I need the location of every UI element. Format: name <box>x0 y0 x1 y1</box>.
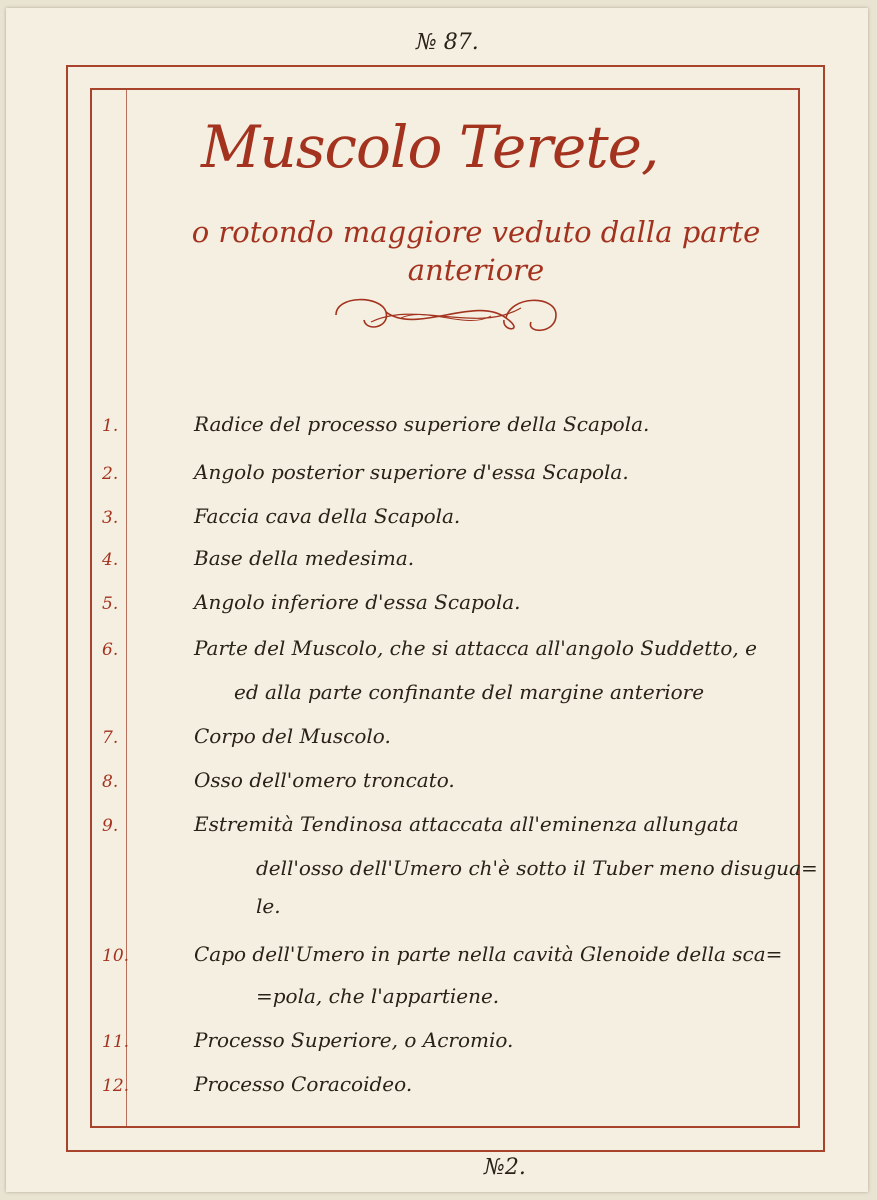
entry-text-continued: dell'osso dell'Umero ch'è sotto il Tuber meno disugua= <box>256 856 818 880</box>
entry-number: 3. <box>102 508 119 528</box>
manuscript-page <box>6 8 868 1192</box>
entry-text: Faccia cava della Scapola. <box>194 504 461 528</box>
entry-text: Estremità Tendinosa attaccata all'eminenza allungata <box>194 812 739 836</box>
subtitle-line-2: anteriore <box>407 253 545 287</box>
entry-text: Angolo inferiore d'essa Scapola. <box>194 590 521 614</box>
entry-text: Corpo del Muscolo. <box>194 724 391 748</box>
entry-text-continued: =pola, che l'appartiene. <box>256 984 500 1008</box>
entry-text: Angolo posterior superiore d'essa Scapola. <box>194 460 629 484</box>
entry-text: Parte del Muscolo, che si attacca all'angolo Suddetto, e <box>194 636 757 660</box>
decorative-flourish-icon <box>326 290 566 340</box>
entry-number: 9. <box>102 816 119 836</box>
entry-text: Osso dell'omero troncato. <box>194 768 455 792</box>
entry-text: Base della medesima. <box>194 546 415 570</box>
entry-number: 10. <box>102 946 130 966</box>
entry-number: 6. <box>102 640 119 660</box>
entry-number: 8. <box>102 772 119 792</box>
entry-text: Processo Coracoideo. <box>194 1072 413 1096</box>
entry-number: 5. <box>102 594 119 614</box>
entry-number: 1. <box>102 416 119 436</box>
subtitle-line-1: o rotondo maggiore veduto dalla parte <box>191 215 761 249</box>
entry-number: 2. <box>102 464 119 484</box>
entry-text: Capo dell'Umero in parte nella cavità Glenoide della sca= <box>194 942 783 966</box>
folio-number-top: № 87. <box>416 30 479 55</box>
entry-text: Processo Superiore, o Acromio. <box>194 1028 514 1052</box>
page-subtitle <box>146 213 806 289</box>
page-title: Muscolo Terete, <box>201 113 659 181</box>
folio-number-bottom: №2. <box>484 1155 526 1180</box>
entry-number: 7. <box>102 728 119 748</box>
entry-text: Radice del processo superiore della Scapola. <box>194 412 650 436</box>
entry-number: 12. <box>102 1076 130 1096</box>
entry-text-continued: le. <box>256 894 281 918</box>
entry-number: 4. <box>102 550 119 570</box>
entry-number: 11. <box>102 1032 130 1052</box>
entry-text-continued: ed alla parte confinante del margine anteriore <box>234 680 705 704</box>
